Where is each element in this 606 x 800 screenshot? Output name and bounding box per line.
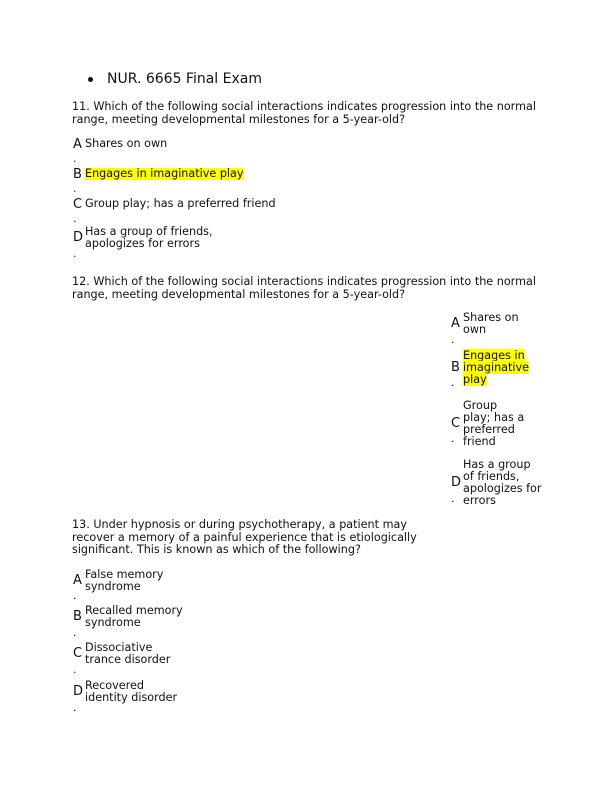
option-dot: . xyxy=(73,247,77,260)
q12-option-b[interactable] xyxy=(451,349,541,389)
option-text: Shares on own xyxy=(85,137,168,150)
option-dot: . xyxy=(73,589,77,602)
option-dot: . xyxy=(73,212,77,225)
question-number: 11. xyxy=(72,100,90,113)
q11-option-d[interactable] xyxy=(73,226,263,250)
question-text: Which of the following social interactions indicates progression into the normal range, meeting developmental milestones for a 5-year-old? xyxy=(72,100,536,126)
q11-option-b[interactable] xyxy=(73,168,293,182)
question-text: Which of the following social interactions indicates progression into the normal range, meeting developmental milestones for a 5-year-old? xyxy=(72,275,536,301)
option-letter: C xyxy=(73,646,83,661)
option-letter: D xyxy=(451,475,462,490)
option-letter: A xyxy=(451,316,460,331)
option-text: Recalled memory syndrome xyxy=(85,604,183,629)
question-13 xyxy=(72,519,427,557)
option-text: Group play; has a preferred friend xyxy=(463,399,525,448)
option-text: Has a group of friends, apologizes for errors xyxy=(463,458,542,507)
question-number: 13. xyxy=(72,518,90,531)
q13-option-c[interactable] xyxy=(73,642,193,666)
option-dot: . xyxy=(73,626,77,639)
option-letter: B xyxy=(451,360,460,375)
option-dot: . xyxy=(451,376,455,389)
option-text: Dissociative trance disorder xyxy=(85,641,171,666)
option-text-highlighted: Engages in imaginative play xyxy=(463,349,530,386)
option-text-highlighted: Engages in imaginative play xyxy=(85,167,244,180)
option-text: Group play; has a preferred friend xyxy=(85,197,276,210)
exam-title-bullet xyxy=(88,71,262,87)
exam-title: NUR. 6665 Final Exam xyxy=(107,71,262,87)
option-dot: . xyxy=(451,432,455,445)
question-11 xyxy=(72,101,542,126)
option-text: False memory syndrome xyxy=(85,568,164,593)
option-letter: D xyxy=(73,684,84,699)
option-dot: . xyxy=(73,701,77,714)
q11-option-a[interactable] xyxy=(73,138,273,152)
option-letter: A xyxy=(73,137,82,152)
option-letter: D xyxy=(73,230,84,245)
q11-option-c[interactable] xyxy=(73,198,293,212)
q13-option-a[interactable] xyxy=(73,569,193,593)
question-12 xyxy=(72,276,542,301)
option-dot: . xyxy=(451,333,455,346)
option-letter: A xyxy=(73,573,82,588)
option-letter: B xyxy=(73,167,82,182)
option-dot: . xyxy=(73,663,77,676)
option-dot: . xyxy=(451,492,455,505)
option-text: Recovered identity disorder xyxy=(85,679,178,704)
q12-option-a[interactable] xyxy=(451,312,541,336)
q13-option-b[interactable] xyxy=(73,605,193,629)
option-letter: B xyxy=(73,609,82,624)
question-text: Under hypnosis or during psychotherapy, a patient may recover a memory of a painful experience that is etiologically significant. This is known as which of the following? xyxy=(72,518,417,556)
option-text: Shares on own xyxy=(463,311,519,336)
option-dot: . xyxy=(73,182,77,195)
option-text: Has a group of friends, apologizes for errors xyxy=(85,225,213,250)
q13-option-d[interactable] xyxy=(73,680,193,704)
option-dot: . xyxy=(73,152,77,165)
option-letter: C xyxy=(73,197,83,212)
option-letter: C xyxy=(451,416,461,431)
bullet-icon xyxy=(88,77,93,82)
q12-option-d[interactable] xyxy=(451,459,547,507)
question-number: 12. xyxy=(72,275,90,288)
q12-option-c[interactable] xyxy=(451,400,541,448)
